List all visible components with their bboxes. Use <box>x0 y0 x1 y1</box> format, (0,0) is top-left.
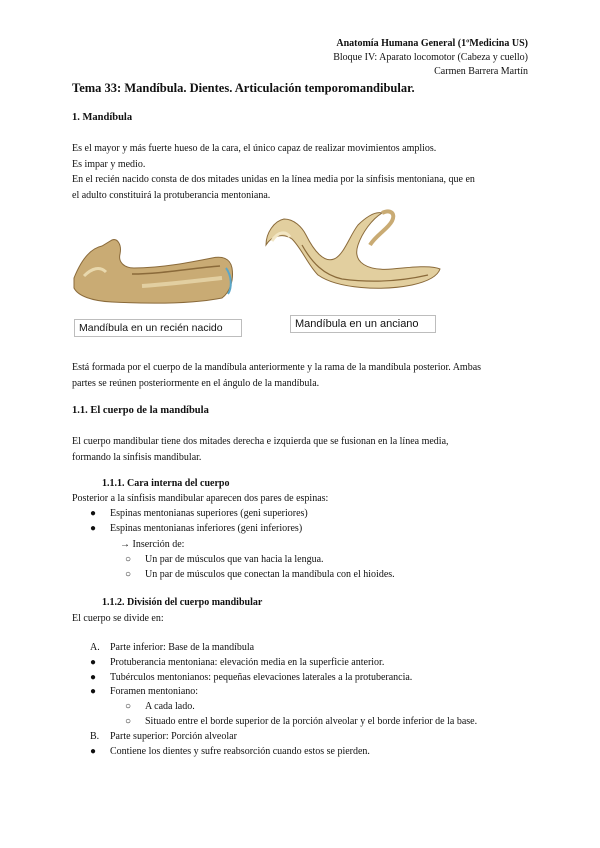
page-title: Tema 33: Mandíbula. Dientes. Articulación temporomandibular. <box>72 81 415 95</box>
circle-bullet-icon: ○ <box>125 716 132 727</box>
list-item: ○ A cada lado. <box>125 701 195 712</box>
list-item: ○ Un par de músculos que conectan la mandíbula con el hioides. <box>125 569 395 580</box>
section-heading-1-1-2: 1.1.2. División del cuerpo mandibular <box>102 597 263 608</box>
list-marker: A. <box>90 642 100 653</box>
newborn-mandible-caption: Mandíbula en un recién nacido <box>74 319 242 337</box>
section-heading-1-1-1: 1.1.1. Cara interna del cuerpo <box>102 478 230 489</box>
list-item: ● Espinas mentonianas inferiores (geni inferiores) <box>90 523 303 534</box>
list-item: ● Contiene los dientes y sufre reabsorción cuando estos se pierden. <box>90 746 370 757</box>
list-item: ● Protuberancia mentoniana: elevación media en la superficie anterior. <box>90 657 385 668</box>
circle-bullet-icon: ○ <box>125 569 132 580</box>
section-1-paragraph <box>72 141 532 203</box>
bullet-icon: ● <box>90 508 97 519</box>
text-line: Es el mayor y más fuerte hueso de la cara, el único capaz de realizar movimientos amplios. <box>72 143 437 154</box>
list-item: ● Espinas mentonianas superiores (geni superiores) <box>90 508 308 519</box>
course-name: Anatomía Humana General (1ºMedicina US) <box>336 38 528 49</box>
elderly-mandible-caption: Mandíbula en un anciano <box>290 315 436 333</box>
spines-intro: Posterior a la sínfisis mandibular aparecen dos pares de espinas: <box>72 493 329 504</box>
text-line: En el recién nacido consta de dos mitades unidas en la línea media por la sínfisis mentoniana, que en <box>72 174 475 185</box>
text-line: El cuerpo mandibular tiene dos mitades derecha e izquierda que se fusionan en la línea media, <box>72 436 449 447</box>
author-name: Carmen Barrera Martín <box>434 66 528 77</box>
section-heading-1: 1. Mandíbula <box>72 112 133 123</box>
bullet-icon: ● <box>90 657 97 668</box>
newborn-mandible-image <box>72 228 242 308</box>
section-heading-1-1: 1.1. El cuerpo de la mandíbula <box>72 405 209 416</box>
division-intro: El cuerpo se divide en: <box>72 613 164 624</box>
text-line: el adulto constituirá la protuberancia mentoniana. <box>72 189 271 201</box>
insertion-arrow-line: → Inserción de: <box>120 539 185 550</box>
bullet-icon: ● <box>90 746 97 757</box>
bullet-icon: ● <box>90 686 97 697</box>
text-line: formando la sínfisis mandibular. <box>72 451 202 463</box>
bullet-icon: ● <box>90 523 97 534</box>
text-line: partes se reúnen posteriormente en el ángulo de la mandíbula. <box>72 377 320 389</box>
section-1-1-paragraph <box>72 434 532 465</box>
elderly-mandible-image <box>262 205 442 305</box>
circle-bullet-icon: ○ <box>125 701 132 712</box>
text-line: Está formada por el cuerpo de la mandíbula anteriormente y la rama de la mandíbula posterior. Ambas <box>72 362 482 373</box>
list-item: B. Parte superior: Porción alveolar <box>90 731 237 742</box>
list-marker: B. <box>90 731 100 742</box>
list-item: ○ Situado entre el borde superior de la porción alveolar y el borde inferior de la base. <box>125 716 478 727</box>
elderly-mandible-figure <box>262 205 442 333</box>
list-item: ○ Un par de músculos que van hacia la lengua. <box>125 554 324 565</box>
list-item: ● Foramen mentoniano: <box>90 686 199 697</box>
bullet-icon: ● <box>90 672 97 683</box>
text-line: Es impar y medio. <box>72 158 146 170</box>
newborn-mandible-figure <box>72 228 242 338</box>
course-header <box>333 37 528 79</box>
body-ramus-paragraph <box>72 360 532 391</box>
block-name: Bloque IV: Aparato locomotor (Cabeza y cuello) <box>333 52 528 63</box>
list-item: ● Tubérculos mentonianos: pequeñas elevaciones laterales a la protuberancia. <box>90 672 413 683</box>
circle-bullet-icon: ○ <box>125 554 132 565</box>
list-item: A. Parte inferior: Base de la mandíbula <box>90 642 255 653</box>
